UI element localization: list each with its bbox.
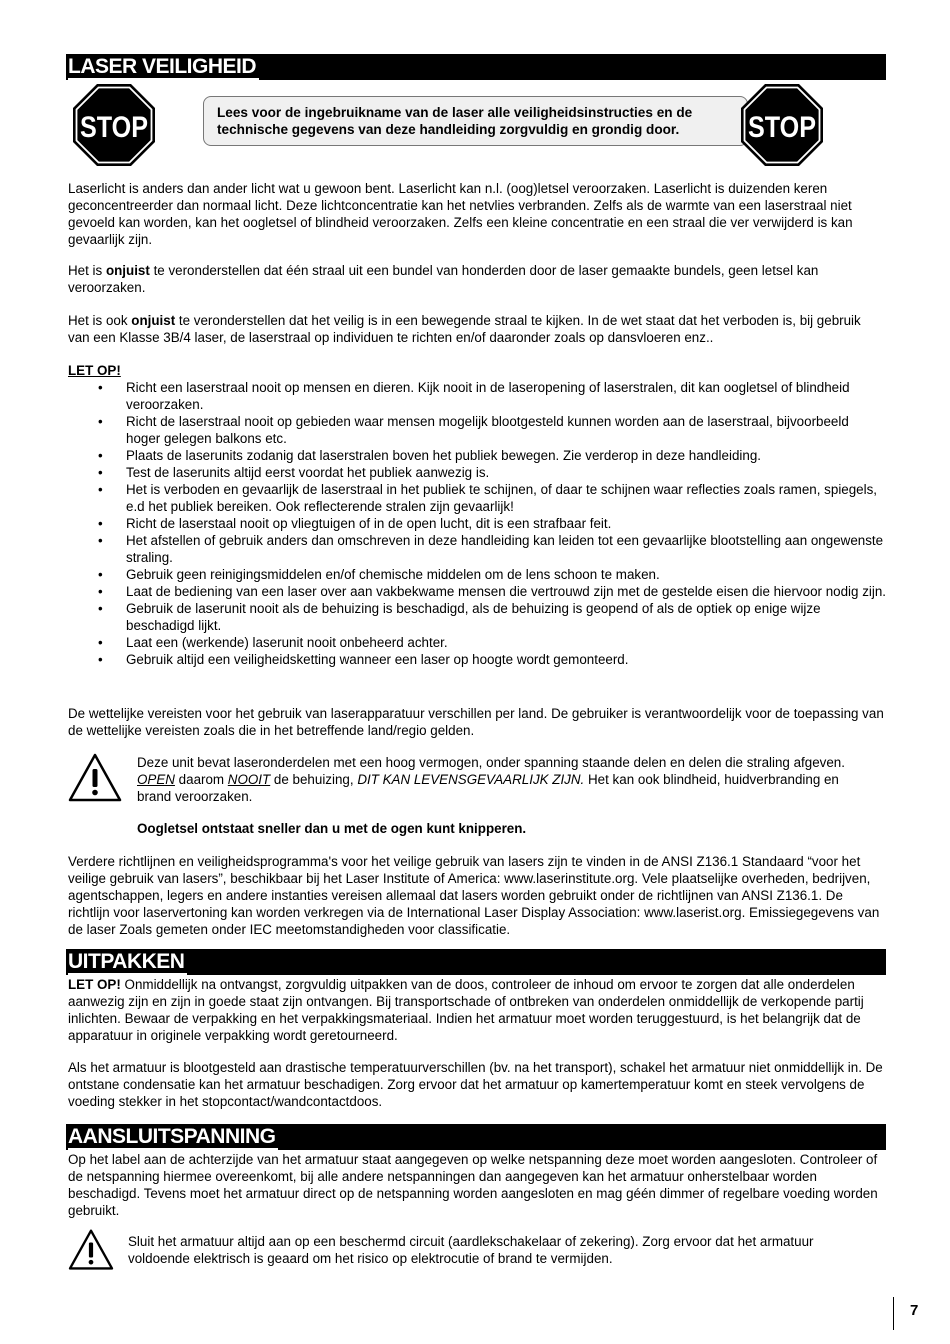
caution-item-text: Het afstellen of gebruik anders dan omschreven in deze handleiding kan leiden tot een gevaarlijke blootstelling aan ongewenste straling. — [126, 533, 884, 565]
caution-item-text: Richt een laserstraal nooit op mensen en dieren. Kijk nooit in de laseropening of laserstralen, dit kan oogletsel of blindheid veroorzaken. — [126, 380, 850, 412]
emphasis-life-threatening: DIT KAN LEVENSGEVAARLIJK ZIJN. — [357, 772, 585, 787]
text-segment: daarom — [174, 772, 228, 787]
paragraph-text — [68, 262, 886, 296]
paragraph-text — [68, 976, 886, 1044]
caution-list-item — [68, 481, 886, 515]
caution-item-text: Richt de laserstraal nooit op gebieden waar mensen mogelijk blootgesteld kunnen worden aan de laserstraal, bijvoorbeeld hoger gelegen balkons etc. — [126, 414, 849, 446]
bullet-dot: • — [98, 414, 103, 429]
warning-text: Sluit het armatuur altijd aan op een beschermd circuit (aardlekschakelaar of zekering). Zorg ervoor dat het armatuur voldoende elektrisch is geaard om het risico op elektrocutie of brand te vermijden. — [128, 1234, 814, 1266]
stop-sign-label: STOP — [80, 111, 148, 144]
emphasis-never: NOOIT — [227, 772, 271, 787]
caution-list-item — [68, 600, 886, 634]
emphasis-text: onjuist — [131, 313, 176, 328]
eye-injury-warning — [137, 820, 857, 837]
text-segment: Het is ook — [68, 313, 132, 328]
paragraph-text: Op het label aan de achterzijde van het armatuur staat aangegeven op welke netspanning deze moet worden aangesloten. Controleer of de netspanning hiermee overeenkomt, bij alle andere netspanningen dan aangegeven kan het armatuur onherstelbaar worden beschadigd. Tevens moet het armatuur direct op de netspanning worden aangesloten en mag géén dimmer of regelbare voeding worden gebruikt. — [68, 1152, 878, 1218]
caution-list-item — [68, 634, 886, 651]
caution-list-item — [68, 413, 886, 447]
caution-item-text: Gebruik de laserunit nooit als de behuizing is beschadigd, als de behuizing is geopend of als de optiek op enige wijze beschadigd lijkt. — [126, 601, 821, 633]
text-segment: Het kan ook blindheid, huidverbranding en brand veroorzaken. — [137, 772, 839, 804]
text-segment: Deze unit bevat laseronderdelen met een hoog vermogen, onder spanning staande delen en delen die straling afgeven. — [137, 755, 845, 770]
caution-list-item — [68, 566, 886, 583]
bullet-dot: • — [98, 584, 103, 599]
section-header-unpacking — [66, 949, 886, 975]
emphasis-open: OPEN — [137, 772, 175, 787]
caution-list-section — [68, 362, 886, 668]
unpacking-paragraph-2 — [68, 1059, 886, 1110]
emphasis-text: onjuist — [105, 263, 150, 278]
section-title: AANSLUITSPANNING — [68, 1126, 278, 1150]
caution-list-item — [68, 464, 886, 481]
text-segment: Onmiddellijk na ontvangst, zorgvuldig uitpakken van de doos, controleer de inhoud om ervoor te zorgen dat alle onderdelen aanwezig zijn en zijn in goede staat zijn ontvangen. Bij transportschade of ontbreken van onderdelen onmiddellijk de verkopende partij inlichten. Bewaar de verpakking en het verpakkingsmateriaal. Indien het armatuur moet worden teruggestuurd, is het belangrijk dat de apparatuur in originele verpakking wordt geretourneerd. — [68, 977, 864, 1043]
power-supply-paragraph — [68, 1151, 886, 1219]
section-header-power-supply — [66, 1124, 886, 1150]
notice-line-2: technische gegevens van deze handleiding zorgvuldig en grondig door. — [217, 122, 680, 137]
caution-bullet-list — [68, 379, 886, 668]
bullet-dot: • — [98, 533, 103, 548]
caution-item-text: Het is verboden en gevaarlijk de laserstraal in het publiek te schijnen, of daar te schijnen waar reflecties zoals ramen, spiegels, e.d het publiek bereiken. Ook reflecterende stralen zijn gevaarlijk! — [126, 482, 878, 514]
warning-text — [137, 754, 857, 805]
intro-text: Laserlicht is anders dan ander licht wat u gewoon bent. Laserlicht kan n.l. (oog)letsel veroorzaken. Laserlicht is duizenden keren geconcentreerder dan normaal licht. Deze lichtconcentratie kan het netvlies verbranden. Zelfs als de warmte van een laserstraal niet gevoeld kan worden, kan het oogletsel of blindheid veroorzaken. Zelfs een kleine concentratie en een straal die ver verwijderd is kan gevaarlijk zijn. — [68, 181, 853, 247]
text-segment: te veronderstellen dat het veilig is in een bewegende straal te kijken. In de wet staat dat het verboden is, bij gebruik van een Klasse 3B/4 laser, de laserstraal op individuen te richten en/of daaronder zoals op dansvloeren enz.. — [68, 313, 861, 345]
bullet-dot: • — [98, 465, 103, 480]
bullet-dot: • — [98, 380, 103, 395]
eye-warning-text: Oogletsel ontstaat sneller dan u met de ogen kunt knipperen. — [137, 821, 527, 836]
bullet-dot: • — [98, 516, 103, 531]
text-segment: de behuizing, — [270, 772, 358, 787]
caution-item-text: Gebruik geen reinigingsmiddelen en/of chemische middelen om de lens schoon te maken. — [126, 567, 660, 582]
legal-requirements-paragraph — [68, 705, 886, 739]
guidelines-text: Verdere richtlijnen en veiligheidsprogramma's voor het veilige gebruik van lasers zijn te vinden in de ANSI Z136.1 Standaard “voor het veilige gebruik van lasers”, beschikbaar bij het Laser Institute of America: www.laserinstitute.org. Vele plaatselijke overheden, bedrijven, agentschappen, legers en andere instanties vereisen allemaal dat lasers worden gebruikt onder de richtlijnen van ANSI Z136.1. De richtlijn voor laservertoning kan worden verkregen via de International Laser Display Association: www.laserist.org. Emissiegegevens van de laser Zoals gemeten onder IEC meetomstandigheden voor classificatie. — [68, 854, 880, 937]
incorrect-assumption-paragraph-2 — [68, 312, 886, 346]
caution-list-item — [68, 447, 886, 464]
bullet-dot: • — [98, 635, 103, 650]
section-header-laser-safety — [66, 54, 886, 80]
text-segment: Het is — [68, 263, 106, 278]
page-number-divider — [893, 1297, 894, 1330]
read-instructions-notice — [203, 96, 748, 146]
caution-label: LET OP! — [68, 977, 121, 992]
notice-line-1: Lees voor de ingebruikname van de laser alle veiligheidsinstructies en de — [217, 105, 693, 120]
caution-list-item — [68, 379, 886, 413]
caution-item-text: Test de laserunits altijd eerst voordat het publiek aanwezig is. — [126, 465, 490, 480]
bullet-dot: • — [98, 601, 103, 616]
legal-text: De wettelijke vereisten voor het gebruik van laserapparatuur verschillen per land. De gebruiker is verantwoordelijk voor de toepassing van de wettelijke vereisten zoals die in het betreffende land/regio gelden. — [68, 706, 884, 738]
grounding-warning — [128, 1233, 868, 1267]
stop-sign-label: STOP — [748, 111, 816, 144]
warning-triangle-icon — [68, 1229, 114, 1271]
bullet-dot: • — [98, 652, 103, 667]
caution-list-item — [68, 583, 886, 600]
page-number: 7 — [910, 1302, 919, 1319]
caution-list-item — [68, 651, 886, 668]
bullet-dot: • — [98, 482, 103, 497]
intro-paragraph — [68, 180, 886, 248]
caution-item-text: Laat de bediening van een laser over aan vakbekwame mensen die vertrouwd zijn met de gestelde eisen die hiervoor nodig zijn. — [126, 584, 887, 599]
text-segment: te veronderstellen dat één straal uit een bundel van honderden door de laser gemaakte bundels, geen letsel kan veroorzaken. — [68, 263, 819, 295]
caution-item-text: Richt de laserstaal nooit op vliegtuigen of in de open lucht, dit is een strafbaar feit. — [126, 516, 612, 531]
incorrect-assumption-paragraph-1 — [68, 262, 886, 296]
caution-item-text: Gebruik altijd een veiligheidsketting wanneer een laser op hoogte wordt gemonteerd. — [126, 652, 629, 667]
guidelines-paragraph — [68, 853, 886, 938]
section-title: LASER VEILIGHEID — [68, 56, 259, 80]
unpacking-paragraph-1 — [68, 976, 886, 1044]
bullet-dot: • — [98, 567, 103, 582]
caution-list-item — [68, 515, 886, 532]
stop-sign-icon — [72, 83, 156, 167]
section-title: UITPAKKEN — [68, 951, 187, 975]
caution-item-text: Plaats de laserunits zodanig dat laserstralen boven het publiek bewegen. Zie verderop in deze handleiding. — [126, 448, 761, 463]
caution-list-item — [68, 532, 886, 566]
caution-label: LET OP! — [68, 363, 121, 378]
paragraph-text — [68, 312, 886, 346]
high-voltage-warning — [137, 754, 857, 805]
stop-sign-icon — [740, 83, 824, 167]
caution-item-text: Laat een (werkende) laserunit nooit onbeheerd achter. — [126, 635, 448, 650]
bullet-dot: • — [98, 448, 103, 463]
paragraph-text: Als het armatuur is blootgesteld aan drastische temperatuurverschillen (bv. na het transport), schakel het armatuur niet onmiddellijk in. De ontstane condensatie kan het armatuur beschadigen. Zorg ervoor dat het armatuur op kamertemperatuur komt en steek vervolgens de voeding stekker in het stopcontact/wandcontactdoos. — [68, 1060, 883, 1109]
warning-triangle-icon — [68, 753, 122, 803]
